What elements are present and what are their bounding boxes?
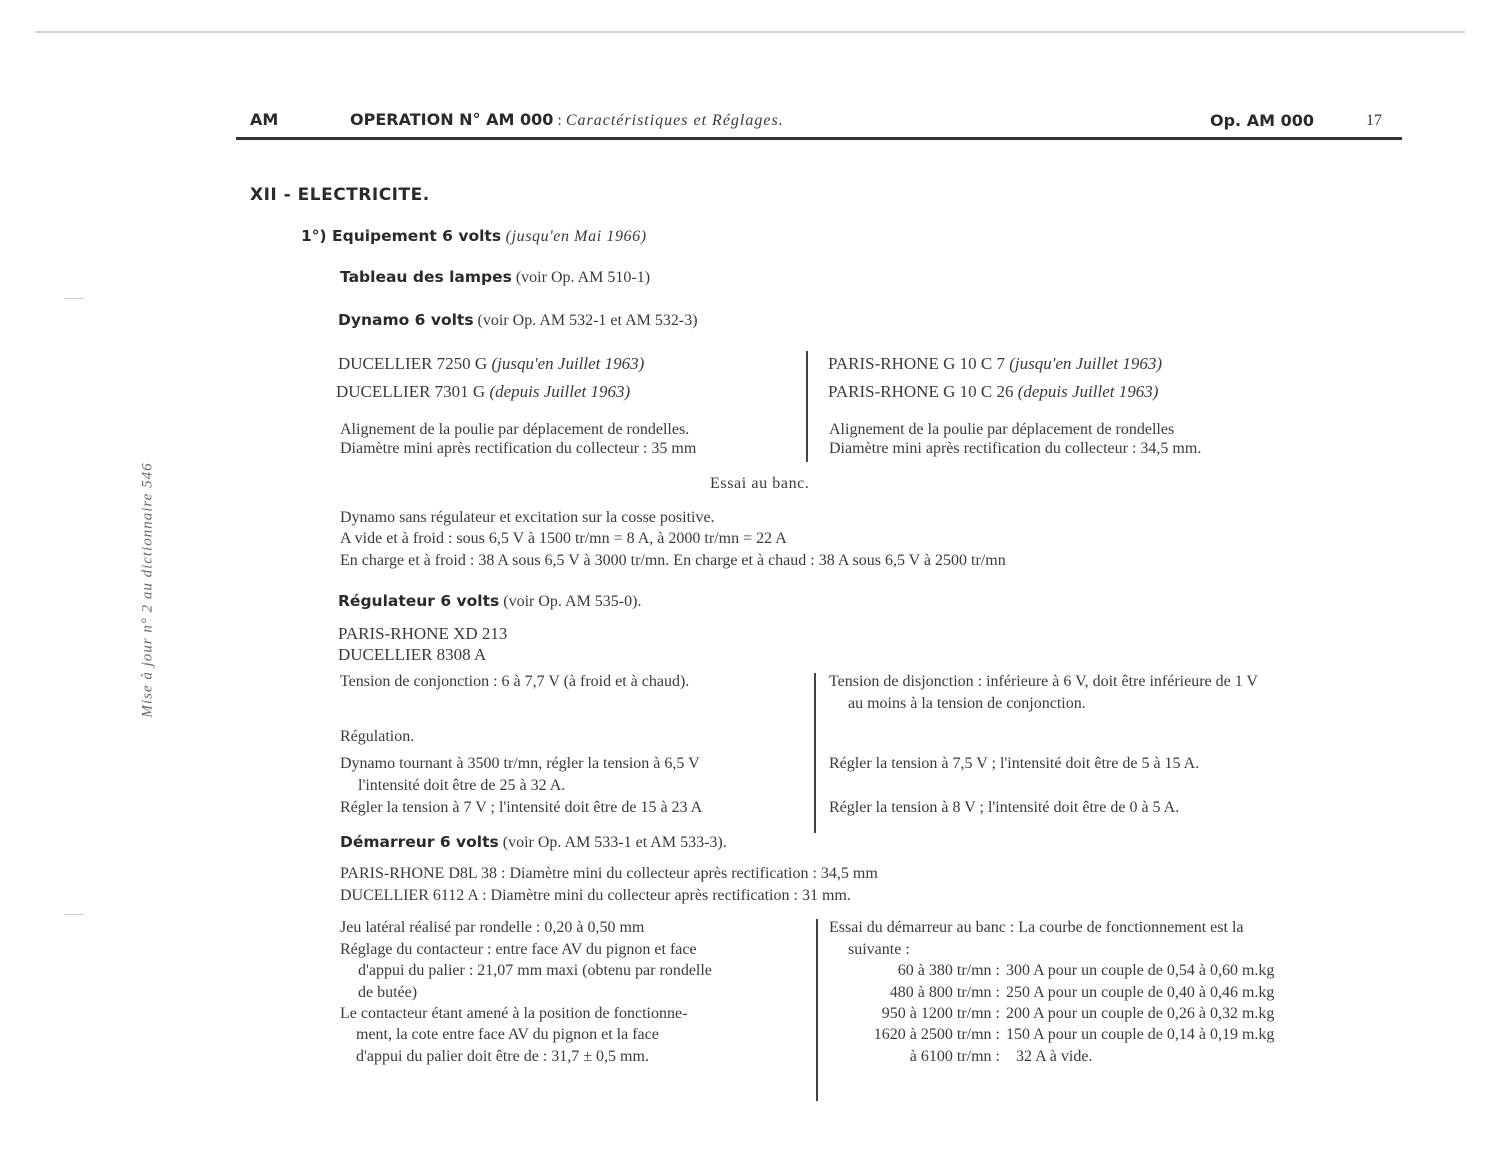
regulateur-model: DUCELLIER 8308 A bbox=[338, 645, 487, 664]
margin-tick bbox=[64, 914, 84, 915]
regulateur-bold: Régulateur 6 volts bbox=[338, 592, 500, 610]
bench-speed: 1620 à 2500 tr/mn : bbox=[873, 1026, 1000, 1043]
lampes-bold: Tableau des lampes bbox=[340, 268, 512, 286]
demarreur-rest: (voir Op. AM 533-1 et AM 533-3). bbox=[498, 834, 727, 851]
demarreur-right-intro: Essai du démarreur au banc : La courbe de fonctionnement est la bbox=[829, 919, 1244, 936]
top-scan-rule bbox=[35, 31, 1465, 33]
dynamo-left-model bbox=[338, 354, 644, 374]
regulateur-model: PARIS-RHONE XD 213 bbox=[338, 624, 508, 643]
bench-value: 150 A pour un couple de 0,14 à 0,19 m.kg bbox=[1006, 1026, 1275, 1043]
column-divider bbox=[814, 673, 816, 833]
demarreur-left: d'appui du palier : 21,07 mm maxi (obtenu par rondelle bbox=[358, 962, 712, 979]
model-name: PARIS-RHONE G 10 C 26 bbox=[828, 382, 1014, 401]
bench-speed: 60 à 380 tr/mn : bbox=[897, 962, 1000, 979]
bench-speed: à 6100 tr/mn : bbox=[909, 1048, 1000, 1065]
header-left: AM bbox=[250, 110, 279, 129]
dynamo-heading bbox=[338, 311, 698, 330]
demarreur-left: Le contacteur étant amené à la position de fonctionne- bbox=[340, 1005, 688, 1022]
essai-line: En charge et à froid : 38 A sous 6,5 V à 3000 tr/mn. En charge et à chaud : 38 A sous 6,5 V à 2500 tr/mn bbox=[340, 552, 1006, 569]
header-op-sep: : bbox=[553, 112, 566, 129]
regulateur-left: l'intensité doit être de 25 à 32 A. bbox=[358, 777, 566, 794]
regulateur-right: Régler la tension à 8 V ; l'intensité doit être de 0 à 5 A. bbox=[829, 799, 1180, 816]
demarreur-left: Réglage du contacteur : entre face AV du pignon et face bbox=[340, 941, 697, 958]
regulateur-right: Régler la tension à 7,5 V ; l'intensité doit être de 5 à 15 A. bbox=[829, 755, 1200, 772]
dynamo-right-text: Alignement de la poulie par déplacement de rondelles bbox=[829, 421, 1175, 438]
header-rule bbox=[236, 137, 1402, 140]
demarreur-right-intro: suivante : bbox=[848, 941, 910, 958]
column-divider bbox=[816, 919, 818, 1101]
demarreur-left: ment, la cote entre face AV du pignon et la face bbox=[356, 1026, 659, 1043]
side-note: Mise à jour n° 2 au dictionnaire 546 bbox=[139, 462, 156, 718]
model-name: PARIS-RHONE G 10 C 7 bbox=[828, 354, 1005, 373]
dynamo-bold: Dynamo 6 volts bbox=[338, 311, 474, 329]
model-note: (depuis Juillet 1963) bbox=[489, 382, 631, 401]
model-note: (jusqu'en Juillet 1963) bbox=[1009, 354, 1163, 373]
lampes-heading bbox=[340, 268, 650, 287]
model-note: (jusqu'en Juillet 1963) bbox=[491, 354, 645, 373]
bench-speed: 950 à 1200 tr/mn : bbox=[881, 1005, 1000, 1022]
bench-value: 200 A pour un couple de 0,26 à 0,32 m.kg bbox=[1006, 1005, 1275, 1022]
demarreur-left: d'appui du palier doit être de : 31,7 ± 0,5 mm. bbox=[356, 1048, 649, 1065]
demarreur-heading bbox=[340, 833, 727, 852]
model-name: DUCELLIER 7250 G bbox=[338, 354, 488, 373]
demarreur-model: PARIS-RHONE D8L 38 : Diamètre mini du collecteur après rectification : 34,5 mm bbox=[340, 865, 878, 882]
essai-line: A vide et à froid : sous 6,5 V à 1500 tr/mn = 8 A, à 2000 tr/mn = 22 A bbox=[340, 530, 787, 547]
bench-value: 250 A pour un couple de 0,40 à 0,46 m.kg bbox=[1006, 984, 1275, 1001]
regulateur-rest: (voir Op. AM 535-0). bbox=[499, 593, 642, 610]
header-operation bbox=[350, 110, 784, 130]
demarreur-left: Jeu latéral réalisé par rondelle : 0,20 à 0,50 mm bbox=[340, 919, 645, 936]
demarreur-left: de butée) bbox=[358, 984, 418, 1001]
header-op-label: OPERATION N° AM 000 bbox=[350, 110, 554, 129]
bench-value: 300 A pour un couple de 0,54 à 0,60 m.kg bbox=[1006, 962, 1275, 979]
column-divider bbox=[806, 351, 808, 462]
bench-value: 32 A à vide. bbox=[1016, 1048, 1093, 1065]
header-right: Op. AM 000 bbox=[1210, 111, 1314, 130]
bench-speed: 480 à 800 tr/mn : bbox=[889, 984, 1000, 1001]
dynamo-right-text: Diamètre mini après rectification du collecteur : 34,5 mm. bbox=[829, 440, 1202, 457]
regulateur-heading bbox=[338, 592, 641, 611]
item1-label: 1°) bbox=[301, 227, 333, 245]
section-title: XII - ELECTRICITE. bbox=[250, 185, 430, 205]
dynamo-left-text: Alignement de la poulie par déplacement de rondelles. bbox=[340, 421, 690, 438]
dynamo-right-model bbox=[828, 354, 1162, 374]
regulateur-left: Régulation. bbox=[340, 728, 415, 745]
model-name: DUCELLIER 7301 G bbox=[336, 382, 486, 401]
demarreur-model: DUCELLIER 6112 A : Diamètre mini du collecteur après rectification : 31 mm. bbox=[340, 887, 851, 904]
dynamo-right-model bbox=[828, 382, 1158, 402]
margin-tick bbox=[64, 298, 84, 299]
regulateur-left: Régler la tension à 7 V ; l'intensité doit être de 15 à 23 A bbox=[340, 799, 703, 816]
item1-italic: (jusqu'en Mai 1966) bbox=[501, 228, 647, 245]
page-number: 17 bbox=[1366, 112, 1382, 129]
dynamo-left-text: Diamètre mini après rectification du collecteur : 35 mm bbox=[340, 440, 697, 457]
header-op-title: Caractéristiques et Réglages. bbox=[565, 112, 784, 129]
item1-heading bbox=[301, 227, 647, 246]
dynamo-left-model bbox=[336, 382, 630, 402]
regulateur-right: Tension de disjonction : inférieure à 6 V, doit être inférieure de 1 V bbox=[829, 673, 1258, 690]
essai-title: Essai au banc. bbox=[710, 475, 810, 492]
dynamo-rest: (voir Op. AM 532-1 et AM 532-3) bbox=[473, 312, 698, 329]
lampes-rest: (voir Op. AM 510-1) bbox=[511, 269, 651, 286]
regulateur-left: Dynamo tournant à 3500 tr/mn, régler la tension à 6,5 V bbox=[340, 755, 700, 772]
regulateur-left: Tension de conjonction : 6 à 7,7 V (à froid et à chaud). bbox=[340, 673, 690, 690]
item1-bold: Equipement 6 volts bbox=[332, 227, 502, 245]
essai-line: Dynamo sans régulateur et excitation sur la cosse positive. bbox=[340, 509, 715, 526]
demarreur-bold: Démarreur 6 volts bbox=[340, 833, 499, 851]
model-note: (depuis Juillet 1963) bbox=[1017, 382, 1159, 401]
regulateur-right: au moins à la tension de conjonction. bbox=[848, 695, 1086, 712]
